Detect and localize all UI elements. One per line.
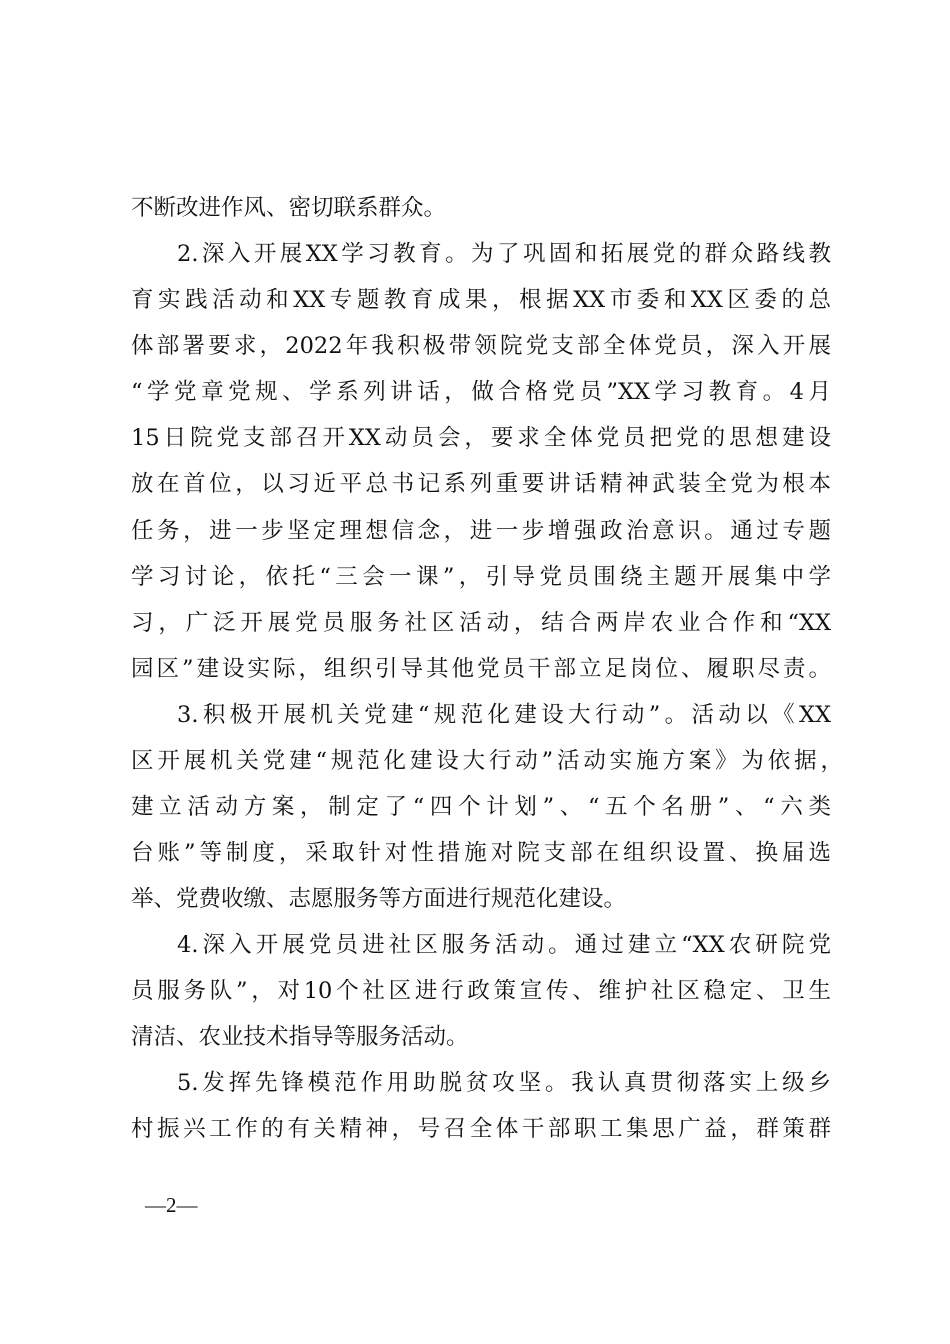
text-line: 园区”建设实际，组织引导其他党员干部立足岗位、履职尽责。 xyxy=(131,656,831,682)
text-line: 台账”等制度，采取针对性措施对院支部在组织设置、换届选 xyxy=(131,840,831,866)
text-line: “学党章党规、学系列讲话，做合格党员”XX学习教育。4月 xyxy=(131,379,831,405)
text-line: 习，广泛开展党员服务社区活动，结合两岸农业合作和“XX xyxy=(131,610,831,636)
page-number: —2— xyxy=(145,1193,198,1217)
text-line: 4.深入开展党员进社区服务活动。通过建立“XX农研院党 xyxy=(177,932,831,958)
text-line: 体部署要求，2022年我积极带领院党支部全体党员，深入开展 xyxy=(131,333,831,359)
text-line: 清洁、农业技术指导等服务活动。 xyxy=(131,1024,469,1050)
text-line: 3.积极开展机关党建“规范化建设大行动”。活动以《XX xyxy=(177,702,831,728)
text-line: 员服务队”，对10个社区进行政策宣传、维护社区稳定、卫生 xyxy=(131,978,831,1004)
text-line: 建立活动方案，制定了“四个计划”、“五个名册”、“六类 xyxy=(131,794,831,820)
text-line: 15日院党支部召开XX动员会，要求全体党员把党的思想建设 xyxy=(131,425,831,451)
text-line: 区开展机关党建“规范化建设大行动”活动实施方案》为依据， xyxy=(131,748,843,774)
text-line: 任务，进一步坚定理想信念，进一步增强政治意识。通过专题 xyxy=(131,518,831,544)
text-line: 举、党费收缴、志愿服务等方面进行规范化建设。 xyxy=(131,886,627,912)
text-line: 村振兴工作的有关精神，号召全体干部职工集思广益，群策群 xyxy=(131,1116,831,1142)
text-line: 不断改进作风、密切联系群众。 xyxy=(131,195,447,221)
text-line: 5.发挥先锋模范作用助脱贫攻坚。我认真贯彻落实上级乡 xyxy=(177,1070,831,1096)
text-line: 放在首位，以习近平总书记系列重要讲话精神武装全党为根本 xyxy=(131,471,831,497)
text-line: 学习讨论，依托“三会一课”，引导党员围绕主题开展集中学 xyxy=(131,564,831,590)
text-line: 育实践活动和XX专题教育成果，根据XX市委和XX区委的总 xyxy=(131,287,831,313)
text-line: 2.深入开展XX学习教育。为了巩固和拓展党的群众路线教 xyxy=(177,241,831,267)
